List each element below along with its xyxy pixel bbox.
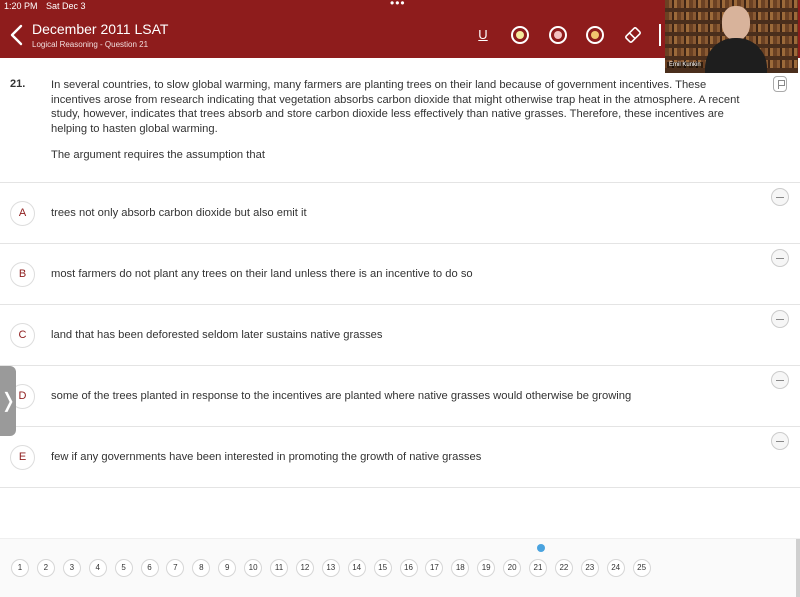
question-stimulus[interactable]: In several countries, to slow global warming, many farmers are planting trees on their land because of government incentives. These incentives arose from research indicating that vegetation absorbs carbon dioxide that might otherwise trap heat in the atmosphere. A recent study, however, indicates that trees absorb and store carbon dioxide less effectively than native grasses. Therefore, these incentives are helping to hasten global warming. bbox=[51, 79, 740, 135]
page-button-1[interactable]: 1 bbox=[11, 559, 29, 577]
page-button-8[interactable]: 8 bbox=[192, 559, 210, 577]
highlight-pink-button[interactable] bbox=[549, 26, 567, 44]
page-button-19[interactable]: 19 bbox=[477, 559, 495, 577]
page-button-3[interactable]: 3 bbox=[63, 559, 81, 577]
presenter-avatar bbox=[722, 6, 750, 40]
choices-divider bbox=[0, 487, 800, 488]
current-question-indicator bbox=[537, 544, 545, 552]
highlight-orange-button[interactable] bbox=[586, 26, 604, 44]
question-stem[interactable]: The argument requires the assumption that bbox=[51, 149, 265, 161]
choice-text[interactable]: land that has been deforested seldom later sustains native grasses bbox=[51, 329, 383, 341]
eliminate-choice-icon[interactable] bbox=[771, 432, 789, 450]
multitask-dots-icon[interactable]: ••• bbox=[390, 0, 406, 10]
status-time: 1:20 PM bbox=[4, 1, 38, 11]
choice-letter[interactable]: A bbox=[10, 201, 35, 226]
section-subtitle: Logical Reasoning - Question 21 bbox=[32, 40, 149, 49]
answer-choice-b[interactable] bbox=[0, 243, 800, 304]
choice-letter[interactable]: E bbox=[10, 445, 35, 470]
page-button-15[interactable]: 15 bbox=[374, 559, 392, 577]
choice-text[interactable]: most farmers do not plant any trees on their land unless there is an incentive to do so bbox=[51, 268, 473, 280]
choice-letter[interactable]: B bbox=[10, 262, 35, 287]
page-button-24[interactable]: 24 bbox=[607, 559, 625, 577]
page-button-12[interactable]: 12 bbox=[296, 559, 314, 577]
page-button-14[interactable]: 14 bbox=[348, 559, 366, 577]
underline-tool-button[interactable]: U bbox=[478, 27, 488, 42]
eliminate-choice-icon[interactable] bbox=[771, 310, 789, 328]
page-button-18[interactable]: 18 bbox=[451, 559, 469, 577]
video-thumbnail[interactable] bbox=[665, 0, 798, 73]
page-button-22[interactable]: 22 bbox=[555, 559, 573, 577]
eliminate-choice-icon[interactable] bbox=[771, 371, 789, 389]
page-button-2[interactable]: 2 bbox=[37, 559, 55, 577]
highlight-yellow-button[interactable] bbox=[511, 26, 529, 44]
page-button-6[interactable]: 6 bbox=[141, 559, 159, 577]
toolbar-divider bbox=[659, 24, 661, 46]
test-title: December 2011 LSAT bbox=[32, 21, 169, 37]
eraser-icon[interactable] bbox=[624, 26, 642, 44]
choice-letter[interactable]: C bbox=[10, 323, 35, 348]
drawer-toggle-icon[interactable]: ❭ bbox=[0, 366, 16, 436]
participant-name: Emil Kunkin bbox=[669, 62, 701, 68]
eliminate-choice-icon[interactable] bbox=[771, 249, 789, 267]
page-button-4[interactable]: 4 bbox=[89, 559, 107, 577]
page-button-9[interactable]: 9 bbox=[218, 559, 236, 577]
page-button-23[interactable]: 23 bbox=[581, 559, 599, 577]
choice-letter[interactable]: D bbox=[10, 384, 35, 409]
page-button-16[interactable]: 16 bbox=[400, 559, 418, 577]
question-number: 21. bbox=[10, 78, 26, 90]
page-button-11[interactable]: 11 bbox=[270, 559, 288, 577]
page-button-20[interactable]: 20 bbox=[503, 559, 521, 577]
back-chevron-icon[interactable] bbox=[8, 24, 26, 46]
page-button-25[interactable]: 25 bbox=[633, 559, 651, 577]
scrollbar[interactable] bbox=[796, 539, 800, 597]
answer-choice-d[interactable] bbox=[0, 365, 800, 426]
page-button-10[interactable]: 10 bbox=[244, 559, 262, 577]
eliminate-choice-icon[interactable] bbox=[771, 188, 789, 206]
page-button-7[interactable]: 7 bbox=[166, 559, 184, 577]
flag-question-icon[interactable] bbox=[773, 76, 787, 92]
answer-choice-c[interactable] bbox=[0, 304, 800, 365]
page-button-21[interactable]: 21 bbox=[529, 559, 547, 577]
answer-choice-e[interactable] bbox=[0, 426, 800, 487]
choice-text[interactable]: some of the trees planted in response to the incentives are planted where native grasses would otherwise be growing bbox=[51, 390, 632, 402]
status-date: Sat Dec 3 bbox=[46, 1, 86, 11]
choice-text[interactable]: few if any governments have been interested in promoting the growth of native grasses bbox=[51, 451, 482, 463]
answer-choice-a[interactable] bbox=[0, 182, 800, 243]
choice-text[interactable]: trees not only absorb carbon dioxide but also emit it bbox=[51, 207, 307, 219]
page-button-5[interactable]: 5 bbox=[115, 559, 133, 577]
page-button-13[interactable]: 13 bbox=[322, 559, 340, 577]
page-button-17[interactable]: 17 bbox=[425, 559, 443, 577]
